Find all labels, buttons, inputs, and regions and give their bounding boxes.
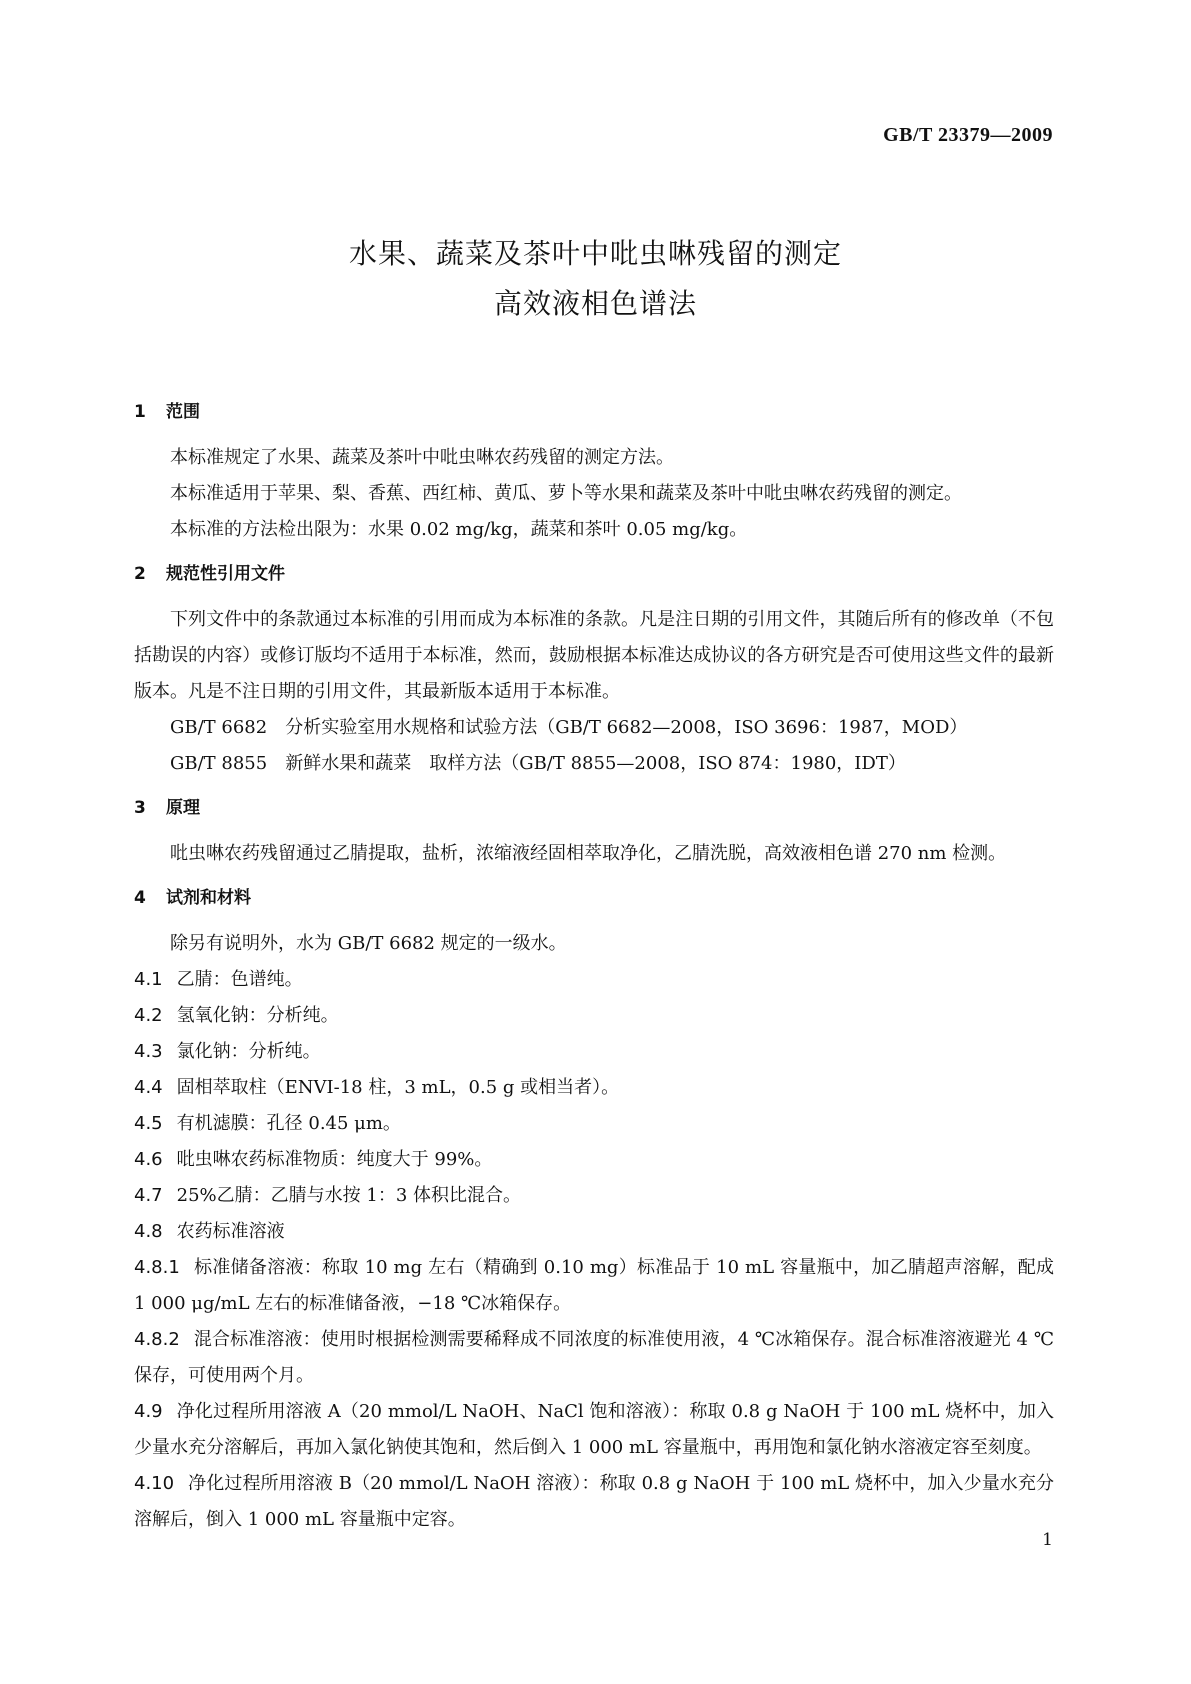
section-heading xyxy=(134,394,1054,430)
paragraph: 下列文件中的条款通过本标准的引用而成为本标准的条款。凡是注日期的引用文件，其随后所有的修改单（不包括勘误的内容）或修订版均不适用于本标准，然而，鼓励根据本标准达成协议的各方研究是否可使用这些文件的最新版本。凡是不注日期的引用文件，其最新版本适用于本标准。 xyxy=(134,609,1054,702)
section-heading xyxy=(134,556,1054,592)
section-reagents xyxy=(134,880,1054,1538)
section-title: 规范性引用文件 xyxy=(166,564,285,584)
item-text: 固相萃取柱（ENVI-18 柱，3 mL，0.5 g 或相当者）。 xyxy=(176,1077,620,1098)
item-text: 氢氧化钠：分析纯。 xyxy=(176,1005,339,1026)
list-item xyxy=(134,998,1054,1034)
list-item xyxy=(134,1142,1054,1178)
document-title: 水果、蔬菜及茶叶中吡虫啉残留的测定 xyxy=(348,237,842,270)
item-number: 4.4 xyxy=(134,1077,163,1098)
section-number: 1 xyxy=(134,402,146,422)
item-number: 4.7 xyxy=(134,1185,163,1206)
section-number: 2 xyxy=(134,564,146,584)
item-text: 25%乙腈：乙腈与水按 1：3 体积比混合。 xyxy=(176,1185,521,1206)
item-number: 4.1 xyxy=(134,969,163,990)
item-number: 4.6 xyxy=(134,1149,163,1170)
list-item xyxy=(134,1466,1054,1538)
document-body xyxy=(134,388,1054,1546)
section-heading xyxy=(134,790,1054,826)
item-text: 吡虫啉农药标准物质：纯度大于 99%。 xyxy=(176,1149,493,1170)
section-scope xyxy=(134,394,1054,548)
section-number: 3 xyxy=(134,798,146,818)
item-text: 标准储备溶液：称取 10 mg 左右（精确到 0.10 mg）标准品于 10 mL 容量瓶中，加乙腈超声溶解，配成 1 000 μg/mL 左右的标准储备液，−18 ℃冰箱保存。 xyxy=(134,1257,1054,1314)
item-number: 4.5 xyxy=(134,1113,163,1134)
section-principle xyxy=(134,790,1054,872)
list-item xyxy=(134,1250,1054,1322)
item-number: 4.3 xyxy=(134,1041,163,1062)
section-normative-references xyxy=(134,556,1054,782)
list-item xyxy=(134,1214,1054,1250)
document-subtitle: 高效液相色谱法 xyxy=(493,287,697,320)
item-text: 乙腈：色谱纯。 xyxy=(176,969,303,990)
paragraph: 吡虫啉农药残留通过乙腈提取，盐析，浓缩液经固相萃取净化，乙腈洗脱，高效液相色谱 270 nm 检测。 xyxy=(170,843,1007,864)
list-item xyxy=(134,1322,1054,1394)
list-item xyxy=(134,1394,1054,1466)
list-item xyxy=(134,1178,1054,1214)
item-text: 农药标准溶液 xyxy=(176,1221,285,1242)
item-number: 4.9 xyxy=(134,1401,163,1422)
reference-entry: GB/T 6682 分析实验室用水规格和试验方法（GB/T 6682—2008，ISO 3696：1987，MOD） xyxy=(170,717,968,738)
section-title: 试剂和材料 xyxy=(166,888,251,908)
item-text: 混合标准溶液：使用时根据检测需要稀释成不同浓度的标准使用液，4 ℃冰箱保存。混合标准溶液避光 4 ℃保存，可使用两个月。 xyxy=(134,1329,1054,1386)
section-title: 原理 xyxy=(166,798,200,818)
item-text: 有机滤膜：孔径 0.45 μm。 xyxy=(176,1113,401,1134)
item-text: 氯化钠：分析纯。 xyxy=(176,1041,321,1062)
page-number: 1 xyxy=(1042,1530,1053,1550)
item-text: 净化过程所用溶液 A（20 mmol/L NaOH、NaCl 饱和溶液）：称取 0.8 g NaOH 于 100 mL 烧杯中，加入少量水充分溶解后，再加入氯化钠使其饱和，然后倒入 1 000 mL 容量瓶中，再用饱和氯化钠水溶液定容至刻度。 xyxy=(134,1401,1054,1458)
list-item xyxy=(134,1034,1054,1070)
section-number: 4 xyxy=(134,888,146,908)
item-number: 4.2 xyxy=(134,1005,163,1026)
section-title: 范围 xyxy=(166,402,200,422)
section-heading xyxy=(134,880,1054,916)
paragraph: 本标准的方法检出限为：水果 0.02 mg/kg，蔬菜和茶叶 0.05 mg/kg。 xyxy=(170,519,748,540)
item-number: 4.8 xyxy=(134,1221,163,1242)
list-item xyxy=(134,962,1054,998)
item-number: 4.8.2 xyxy=(134,1329,180,1350)
list-item xyxy=(134,1070,1054,1106)
item-number: 4.8.1 xyxy=(134,1257,180,1278)
list-item xyxy=(134,1106,1054,1142)
paragraph: 除另有说明外，水为 GB/T 6682 规定的一级水。 xyxy=(170,933,567,954)
item-text: 净化过程所用溶液 B（20 mmol/L NaOH 溶液）：称取 0.8 g NaOH 于 100 mL 烧杯中，加入少量水充分溶解后，倒入 1 000 mL 容量瓶中定容。 xyxy=(134,1473,1054,1530)
standard-number: GB/T 23379—2009 xyxy=(883,124,1053,146)
reference-entry: GB/T 8855 新鲜水果和蔬菜 取样方法（GB/T 8855—2008，ISO 874：1980，IDT） xyxy=(170,753,906,774)
paragraph: 本标准适用于苹果、梨、香蕉、西红柿、黄瓜、萝卜等水果和蔬菜及茶叶中吡虫啉农药残留的测定。 xyxy=(170,483,962,504)
paragraph: 本标准规定了水果、蔬菜及茶叶中吡虫啉农药残留的测定方法。 xyxy=(170,447,674,468)
item-number: 4.10 xyxy=(134,1473,175,1494)
